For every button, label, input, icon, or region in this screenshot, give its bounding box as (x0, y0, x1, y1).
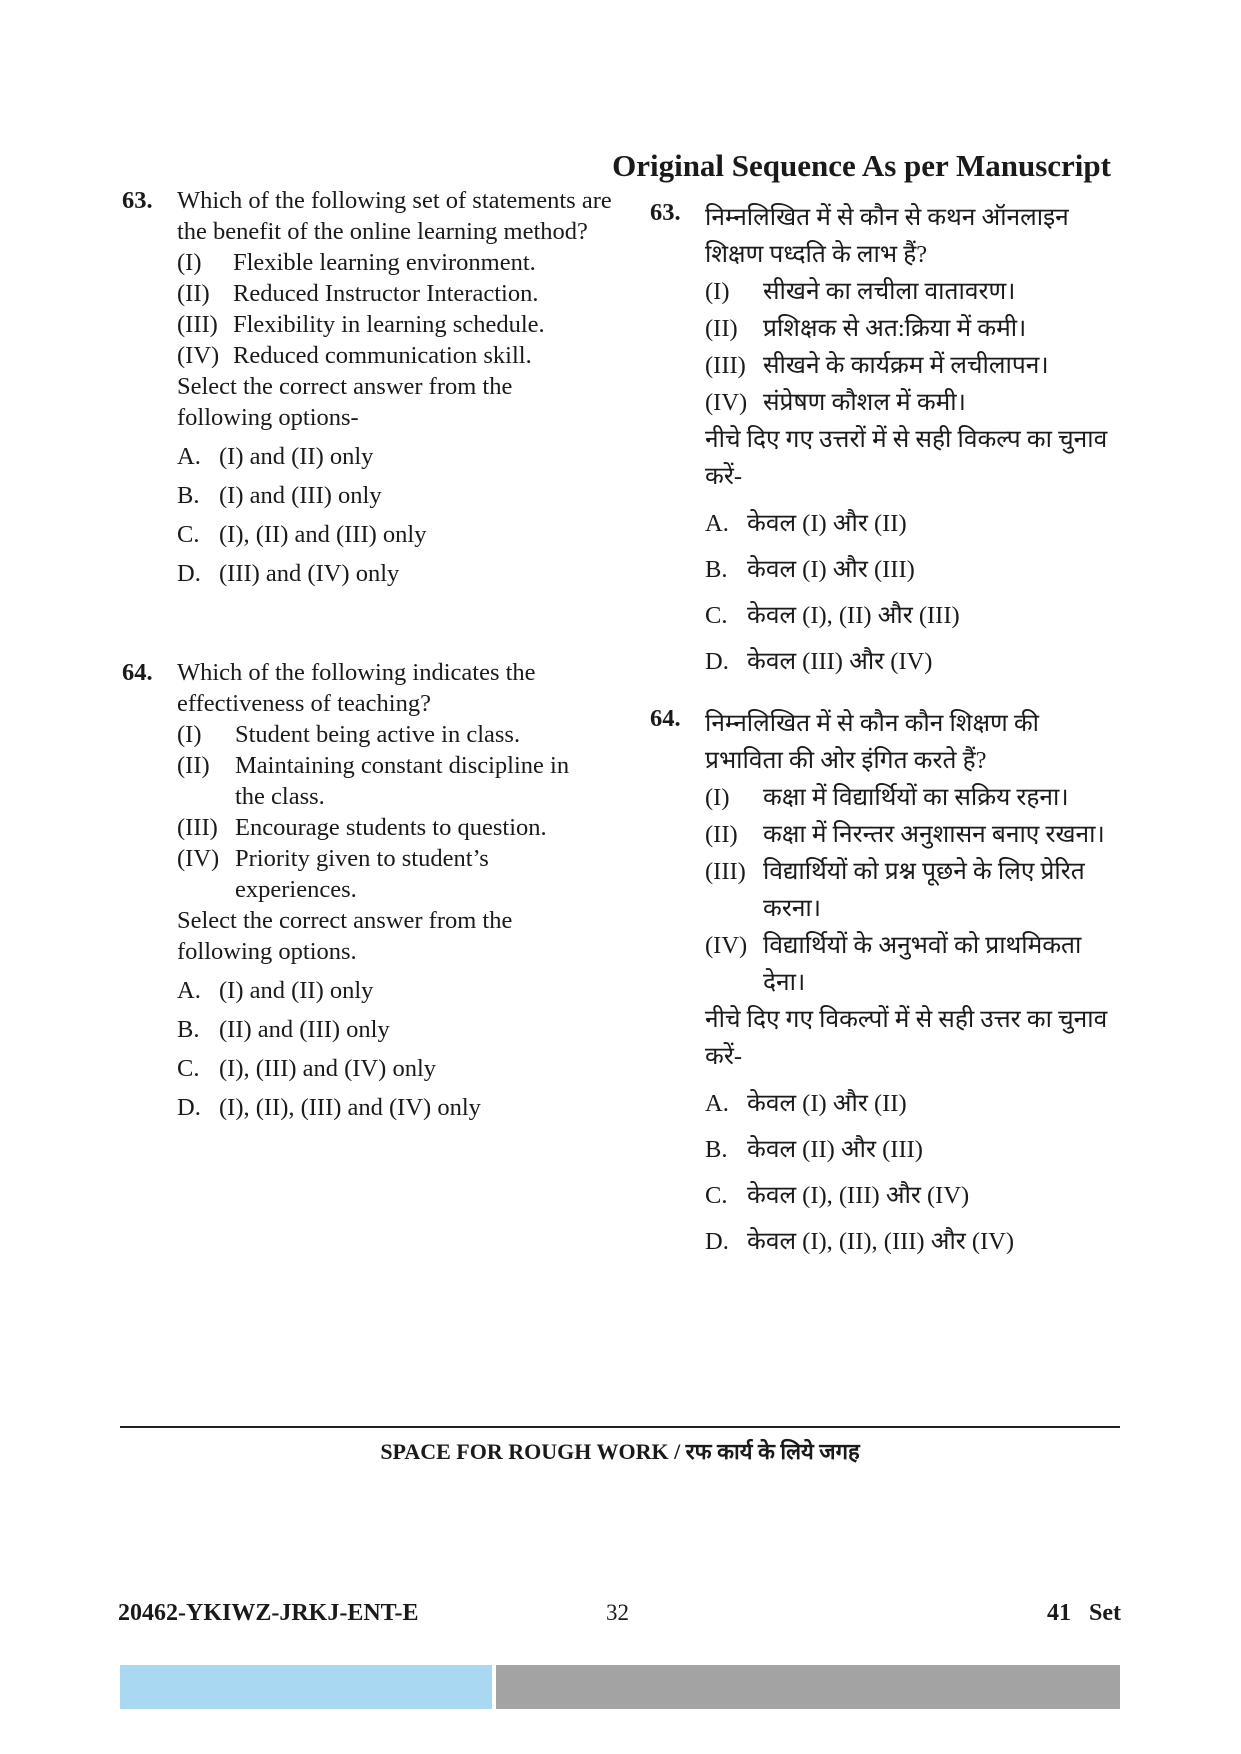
statement (177, 278, 612, 309)
option-text: (I), (III) and (IV) only (219, 1055, 436, 1082)
question-63-hi (650, 199, 1120, 679)
page-heading: Original Sequence As per Manuscript (612, 148, 1111, 183)
question-number: 63. (650, 199, 681, 226)
paper-code: 20462-YKIWZ-JRKJ-ENT-E (118, 1600, 419, 1626)
statement-text: Maintaining constant discipline in the class. (235, 752, 570, 810)
option-d[interactable] (705, 1225, 1120, 1259)
statement (705, 347, 1120, 384)
statement-text: Student being active in class. (235, 721, 521, 748)
statement-roman: (III) (177, 311, 218, 338)
option-text: (I), (II) and (III) only (219, 521, 427, 548)
instruction: नीचे दिए गए विकल्पों में से सही उत्तर का चुनाव करें- (705, 1006, 1108, 1070)
option-letter: C. (705, 602, 728, 629)
option-letter: C. (705, 1182, 728, 1209)
set-label: 41 Set (1047, 1600, 1121, 1626)
question-number: 63. (122, 187, 153, 214)
statement-text: कक्षा में निरन्तर अनुशासन बनाए रखना। (763, 821, 1105, 848)
option-letter: A. (177, 443, 201, 470)
option-text: केवल (I) और (II) (747, 510, 907, 537)
footer-bar-blue (120, 1665, 492, 1709)
option-d[interactable] (705, 645, 1120, 679)
statement-text: Priority given to student’s experiences. (235, 845, 489, 903)
statement-text: सीखने के कार्यक्रम में लचीलापन। (763, 352, 1049, 379)
option-a[interactable] (177, 975, 612, 1006)
question-64-hi (650, 705, 1120, 1259)
statement-roman: (IV) (177, 845, 220, 872)
option-d[interactable] (177, 558, 612, 589)
option-text: (I) and (II) only (219, 977, 374, 1004)
option-b[interactable] (705, 553, 1120, 587)
option-letter: B. (177, 1016, 200, 1043)
statement-roman: (II) (705, 821, 738, 848)
option-letter: B. (705, 1136, 728, 1163)
statement (705, 779, 1120, 816)
question-64-en (122, 657, 612, 1123)
option-a[interactable] (705, 507, 1120, 541)
statement-roman: (III) (705, 858, 746, 885)
statement-roman: (I) (177, 721, 202, 748)
option-text: (I) and (III) only (219, 482, 382, 509)
option-letter: B. (177, 482, 200, 509)
instruction: Select the correct answer from the following options- (177, 373, 513, 431)
statement-text: Flexibility in learning schedule. (233, 311, 545, 338)
statement-text: विद्यार्थियों को प्रश्न पूछने के लिए प्रेरित करना। (763, 858, 1085, 922)
option-text: (III) and (IV) only (219, 560, 400, 587)
option-b[interactable] (177, 480, 612, 511)
hindi-column (650, 199, 1120, 1259)
statement (705, 816, 1120, 853)
option-text: केवल (I), (II) और (III) (747, 602, 960, 629)
statement-text: Encourage students to question. (235, 814, 547, 841)
option-letter: A. (705, 1090, 729, 1117)
statement-roman: (I) (705, 784, 730, 811)
statement-roman: (I) (177, 249, 202, 276)
statement-text: कक्षा में विद्यार्थियों का सक्रिय रहना। (763, 784, 1069, 811)
option-b[interactable] (177, 1014, 612, 1045)
question-number: 64. (650, 705, 681, 732)
statement (177, 812, 612, 843)
statement-roman: (II) (177, 280, 210, 307)
option-b[interactable] (705, 1133, 1120, 1167)
statement (705, 273, 1120, 310)
statement (705, 927, 1120, 1001)
option-c[interactable] (705, 1179, 1120, 1213)
rough-work-label: SPACE FOR ROUGH WORK / रफ कार्य के लिये जगह (380, 1439, 860, 1464)
option-text: (II) and (III) only (219, 1016, 390, 1043)
option-letter: D. (177, 1094, 201, 1121)
statement-text: Reduced communication skill. (233, 342, 532, 369)
statement-roman: (III) (177, 814, 218, 841)
option-letter: B. (705, 556, 728, 583)
statement-roman: (I) (705, 278, 730, 305)
statement-text: Flexible learning environment. (233, 249, 536, 276)
question-text: निम्नलिखित में से कौन कौन शिक्षण की प्रभाविता की ओर इंगित करते हैं? (705, 710, 1040, 774)
statement (177, 340, 612, 371)
instruction: नीचे दिए गए उत्तरों में से सही विकल्प का चुनाव करें- (705, 426, 1108, 490)
option-c[interactable] (177, 1053, 612, 1084)
option-c[interactable] (705, 599, 1120, 633)
statement-roman: (II) (177, 752, 210, 779)
statement-roman: (IV) (177, 342, 220, 369)
option-text: (I) and (II) only (219, 443, 374, 470)
statement-roman: (III) (705, 352, 746, 379)
statement-roman: (IV) (705, 932, 748, 959)
option-a[interactable] (705, 1087, 1120, 1121)
statement (177, 750, 612, 812)
option-text: केवल (III) और (IV) (747, 648, 933, 675)
question-text: Which of the following indicates the effectiveness of teaching? (177, 659, 536, 717)
option-text: केवल (II) और (III) (747, 1136, 923, 1163)
option-a[interactable] (177, 441, 612, 472)
question-63-en (122, 185, 612, 589)
statement-text: विद्यार्थियों के अनुभवों को प्राथमिकता देना। (763, 932, 1082, 996)
footer-bar-grey (496, 1665, 1120, 1709)
question-text: निम्नलिखित में से कौन से कथन ऑनलाइन शिक्षण पध्दति के लाभ हैं? (705, 204, 1069, 268)
statement (177, 843, 612, 905)
page-number: 32 (606, 1600, 629, 1625)
option-letter: A. (705, 510, 729, 537)
statement (705, 853, 1120, 927)
statement (177, 247, 612, 278)
option-text: केवल (I) और (III) (747, 556, 915, 583)
option-letter: D. (177, 560, 201, 587)
question-number: 64. (122, 659, 153, 686)
statement-text: Reduced Instructor Interaction. (233, 280, 539, 307)
statement (177, 719, 612, 750)
statement-text: प्रशिक्षक से अत:क्रिया में कमी। (763, 315, 1027, 342)
statement (705, 384, 1120, 421)
option-text: केवल (I), (III) और (IV) (747, 1182, 970, 1209)
question-text: Which of the following set of statements are the benefit of the online learning method? (177, 187, 612, 245)
statement (705, 310, 1120, 347)
rough-work-divider (120, 1426, 1120, 1428)
option-letter: C. (177, 1055, 200, 1082)
option-d[interactable] (177, 1092, 612, 1123)
option-text: केवल (I) और (II) (747, 1090, 907, 1117)
statement-roman: (IV) (705, 389, 748, 416)
option-letter: D. (705, 648, 729, 675)
option-letter: D. (705, 1228, 729, 1255)
instruction: Select the correct answer from the following options. (177, 907, 513, 965)
option-letter: C. (177, 521, 200, 548)
statement-text: संप्रेषण कौशल में कमी। (763, 389, 966, 416)
english-column (122, 187, 612, 1123)
option-text: केवल (I), (II), (III) और (IV) (747, 1228, 1015, 1255)
option-c[interactable] (177, 519, 612, 550)
statement-text: सीखने का लचीला वातावरण। (763, 278, 1016, 305)
option-letter: A. (177, 977, 201, 1004)
statement-roman: (II) (705, 315, 738, 342)
statement (177, 309, 612, 340)
option-text: (I), (II), (III) and (IV) only (219, 1094, 481, 1121)
